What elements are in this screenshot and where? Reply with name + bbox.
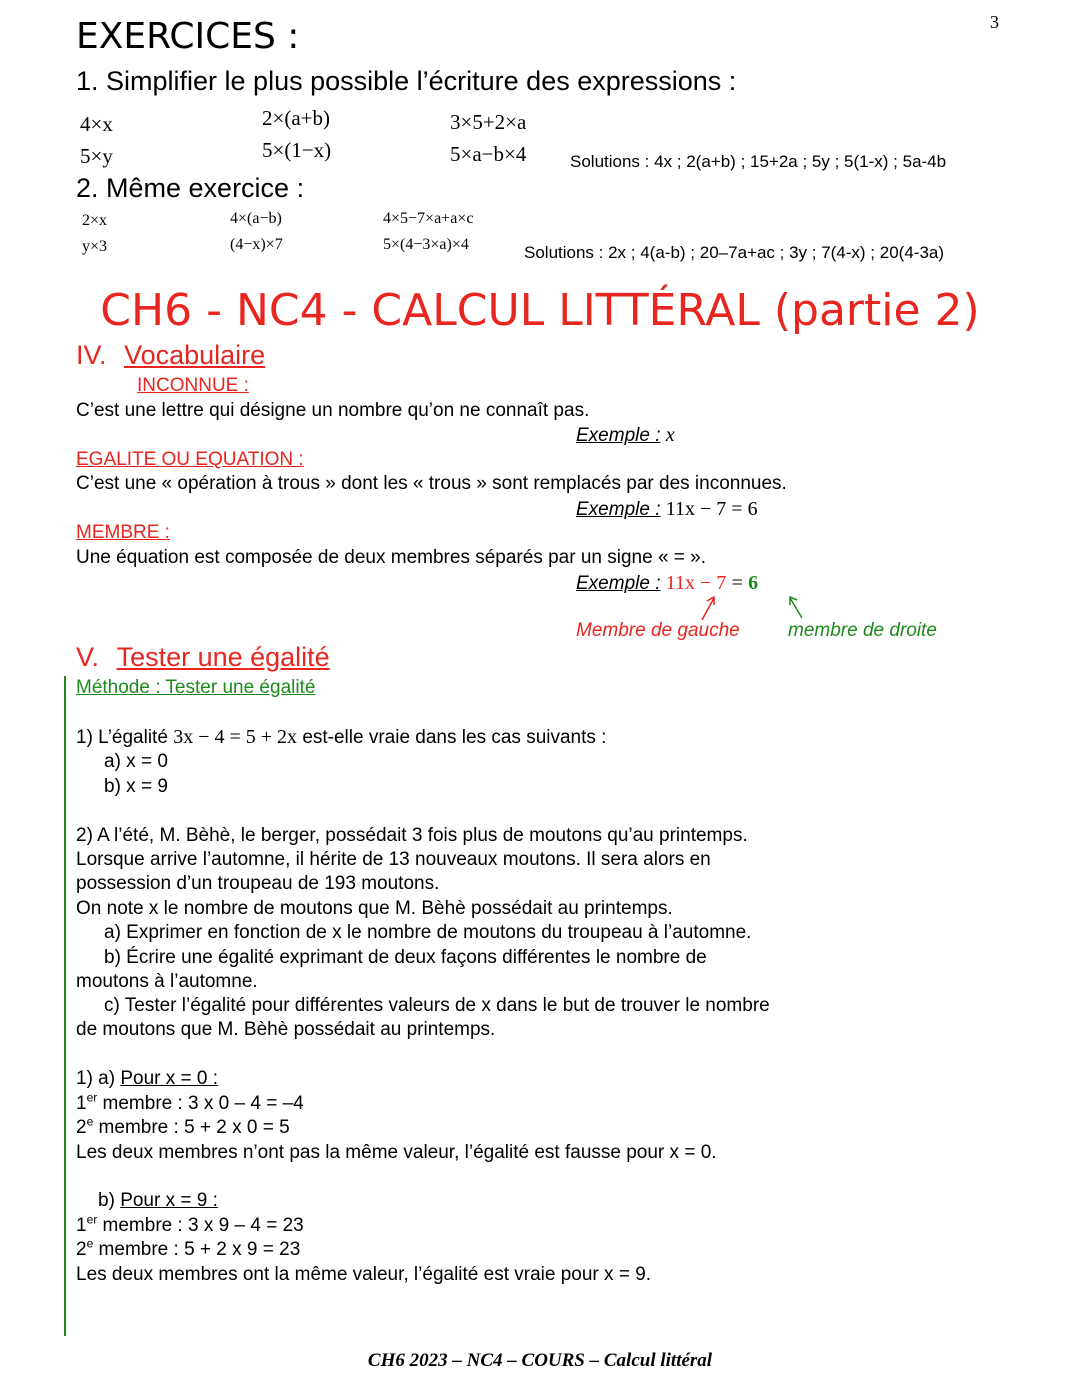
q2-part-a: a) Exprimer en fonction de x le nombre de moutons du troupeau à l’automne. [104, 922, 752, 943]
exercises-title: EXERCICES : [76, 16, 300, 57]
section-4-number: IV. [76, 340, 107, 370]
ex2-solutions: Solutions : 2x ; 4(a-b) ; 20–7a+ac ; 3y ; 7(4-x) ; 20(4-3a) [524, 243, 945, 262]
q2-line: Lorsque arrive l’automne, il hérite de 13 nouveaux moutons. Il sera alors en [76, 849, 711, 870]
question-1 [76, 725, 606, 750]
member-calculation: membre : 3 x 9 – 4 = 23 [97, 1215, 304, 1236]
answer-b-prefix: b) [98, 1190, 121, 1211]
ex2-expression: 2×x [82, 212, 108, 229]
ex1-expression: 5×a−b×4 [450, 142, 527, 166]
section-4-heading [76, 340, 265, 371]
answer-b-heading [98, 1189, 218, 1213]
answer-a-conclusion: Les deux membres n’ont pas la même valeur, l’égalité est fausse pour x = 0. [76, 1142, 717, 1163]
ex2-expression: 5×(4−3×a)×4 [383, 236, 469, 253]
page-footer: CH6 2023 – NC4 – COURS – Calcul littéral [367, 1350, 713, 1371]
example-value: 11x − 7 = 6 [665, 498, 758, 520]
q2-line: 2) A l’été, M. Bèhè, le berger, possédait 3 fois plus de moutons qu’au printemps. [76, 825, 748, 846]
example-label: Exemple : [576, 573, 661, 594]
section-5-title: Tester une égalité [116, 642, 330, 672]
inconnue-text: C’est une lettre qui désigne un nombre qu’on ne connaît pas. [76, 400, 590, 421]
answer-b-title: Pour x = 9 : [120, 1190, 218, 1211]
egalite-label: EGALITE OU EQUATION : [76, 449, 304, 470]
q2-part-b-cont: moutons à l’automne. [76, 971, 258, 992]
answer-b-member-2 [76, 1238, 300, 1262]
ordinal-number: 2 [76, 1239, 87, 1260]
section-4-title: Vocabulaire [124, 340, 266, 370]
right-member: 6 [748, 572, 759, 594]
q2-part-c: c) Tester l’égalité pour différentes valeurs de x dans le but de trouver le nombre [104, 995, 770, 1016]
inconnue-example [576, 423, 675, 448]
method-title: Méthode : Tester une égalité [76, 677, 316, 698]
ex2-expression: 4×5−7×a+a×c [383, 210, 474, 227]
example-label: Exemple : [576, 425, 661, 446]
page-number: 3 [990, 12, 999, 32]
answer-a-member-2 [76, 1116, 290, 1140]
left-member-arrow [702, 597, 714, 620]
q1-case-a: a) x = 0 [104, 751, 168, 772]
chapter-title: CH6 - NC4 - CALCUL LITTÉRAL (partie 2) [100, 285, 980, 336]
ordinal-suffix: er [86, 1212, 98, 1227]
right-member-arrow [790, 597, 802, 618]
membre-label: MEMBRE : [76, 522, 170, 543]
example-value: x [665, 424, 675, 446]
q2-line: possession d’un troupeau de 193 moutons. [76, 873, 440, 894]
section-5-heading [76, 642, 330, 673]
example-label: Exemple : [576, 499, 661, 520]
ordinal-suffix: e [86, 1114, 94, 1129]
ex2-expression: 4×(a−b) [230, 210, 282, 227]
member-calculation: membre : 3 x 0 – 4 = –4 [97, 1093, 304, 1114]
egalite-example [576, 497, 758, 522]
ex2-expression: y×3 [82, 238, 108, 255]
q1-suffix: est-elle vraie dans les cas suivants : [302, 727, 607, 748]
answer-a-member-1 [76, 1092, 304, 1116]
answer-a-heading [76, 1067, 218, 1091]
ex1-expression: 5×(1−x) [262, 138, 332, 162]
q2-part-c-cont: de moutons que M. Bèhè possédait au printemps. [76, 1019, 496, 1040]
answer-b-conclusion: Les deux membres ont la même valeur, l’égalité est vraie pour x = 9. [76, 1264, 652, 1285]
ordinal-number: 2 [76, 1117, 87, 1138]
ex1-expression: 4×x [80, 112, 113, 136]
member-calculation: membre : 5 + 2 x 0 = 5 [93, 1117, 290, 1138]
q2-line: On note x le nombre de moutons que M. Bèhè possédait au printemps. [76, 898, 673, 919]
ex1-expression: 3×5+2×a [450, 110, 527, 134]
answer-a-title: Pour x = 0 : [120, 1068, 219, 1089]
ordinal-number: 1 [76, 1093, 87, 1114]
member-calculation: membre : 5 + 2 x 9 = 23 [93, 1239, 301, 1260]
equals-sign: = [731, 572, 743, 594]
ordinal-suffix: er [86, 1090, 98, 1105]
method-side-bar [64, 676, 66, 1336]
ordinal-number: 1 [76, 1215, 87, 1236]
exercise-1-heading: 1. Simplifier le plus possible l’écriture des expressions : [76, 66, 737, 96]
ex1-expression: 2×(a+b) [262, 106, 330, 130]
egalite-text: C’est une « opération à trous » dont les « trous » sont remplacés par des inconnues. [76, 473, 787, 494]
section-5-number: V. [76, 642, 100, 672]
ordinal-suffix: e [86, 1236, 94, 1251]
exercise-2-heading: 2. Même exercice : [76, 173, 305, 203]
q1-case-b: b) x = 9 [104, 776, 168, 797]
ex1-expression: 5×y [80, 144, 113, 168]
inconnue-label: INCONNUE : [137, 375, 249, 396]
ex1-solutions: Solutions : 4x ; 2(a+b) ; 15+2a ; 5y ; 5(1-x) ; 5a-4b [570, 152, 947, 171]
right-member-caption: membre de droite [788, 620, 937, 641]
left-member-caption: Membre de gauche [576, 620, 740, 641]
ex2-expression: (4−x)×7 [230, 236, 283, 253]
q1-equation: 3x − 4 = 5 + 2x [173, 726, 298, 748]
q2-part-b: b) Écrire une égalité exprimant de deux façons différentes le nombre de [104, 947, 707, 968]
membre-text: Une équation est composée de deux membres séparés par un signe « = ». [76, 547, 707, 568]
answer-b-member-1 [76, 1214, 304, 1238]
answer-a-prefix: 1) a) [76, 1068, 121, 1089]
q1-intro: 1) L’égalité [76, 727, 168, 748]
left-member: 11x − 7 [665, 572, 727, 594]
